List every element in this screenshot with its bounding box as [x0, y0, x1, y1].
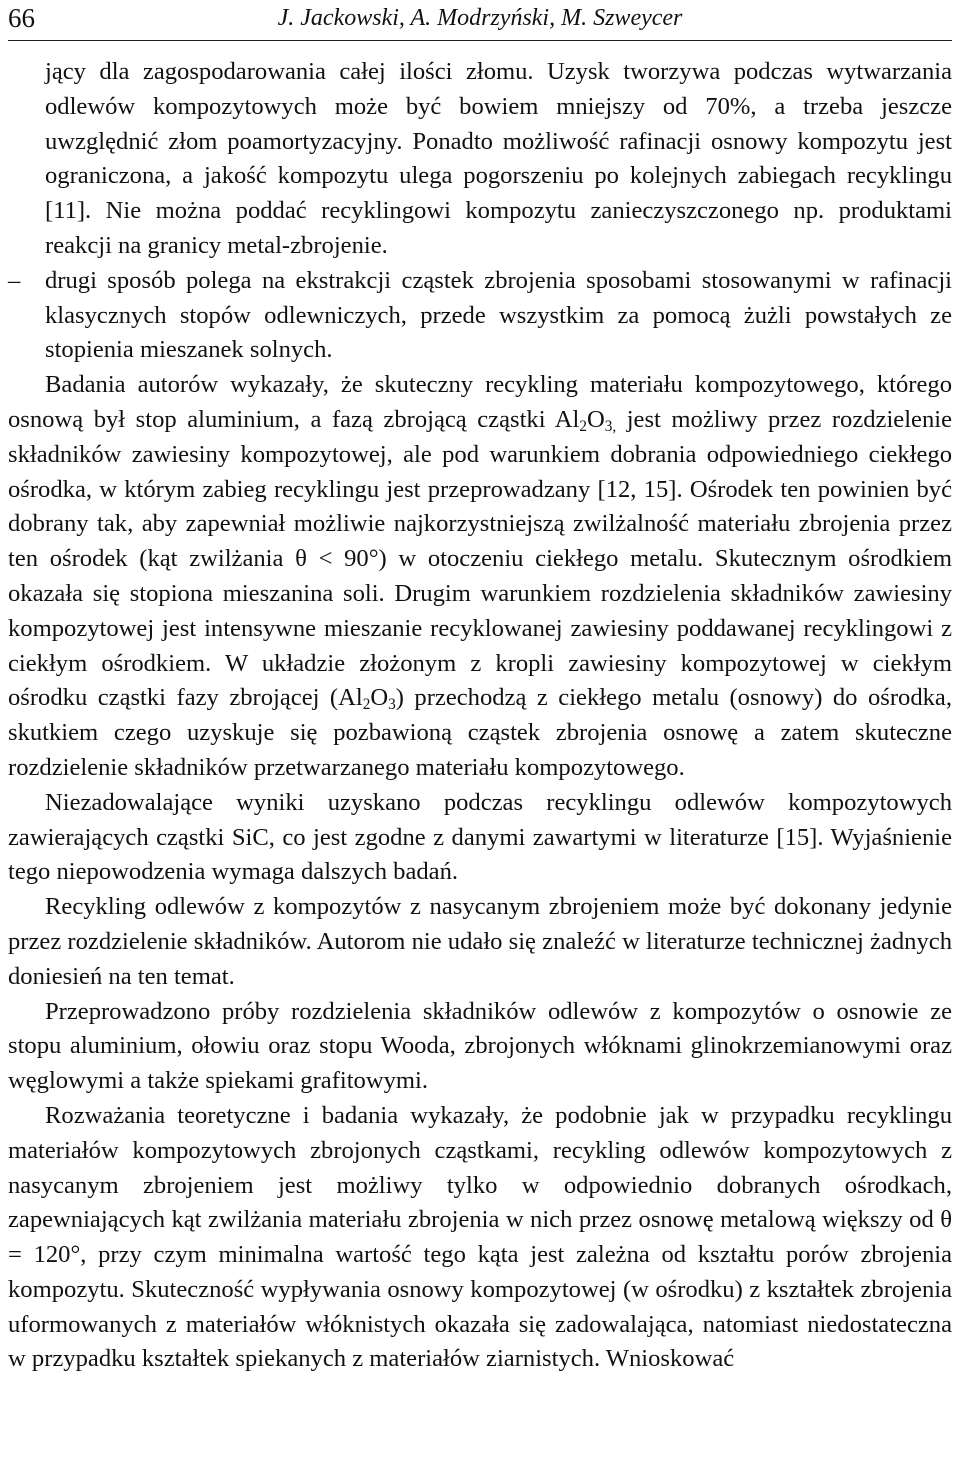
p1-sub-2: 3, [604, 417, 617, 435]
p1-sub-1: 2 [579, 417, 587, 435]
paragraph-5: Rozważania teoretyczne i badania wykazały, że podobnie jak w przypadku recyklingu materiałów kompozytowych zbrojonych cząstkami, recykling odlewów kompozytowych z nasycanym zbrojeniem jest możliwy tylko w odpowiednio dobranych ośrodkach, zapewniających kąt zwilżania materiału zbrojenia w nich przez osnowę metalową większy od θ = 120°, przy czym minimalna wartość tego kąta jest zależna od kształtu porów zbrojenia kompozytu. Skuteczność wypływania osnowy kompozytowej (w ośrodku) z kształtek zbrojenia uformowanych z materiałów włóknistych okazała się zadowalająca, natomiast niedostateczna w przypadku kształtek spiekanych z materiałów ziarnistych. Wnioskować [8, 1101, 952, 1373]
paragraph-2: Niezadowalające wyniki uzyskano podczas recyklingu odlewów kompozytowych zawierających cząstki SiC, co jest zgodne z danymi zawartymi w literaturze [15]. Wyjaśnienie tego niepowodzenia wymaga dalszych badań. [8, 788, 952, 886]
list-item [8, 264, 952, 368]
p1-text-b: O [586, 405, 605, 433]
paragraph-3: Recykling odlewów z kompozytów z nasycanym zbrojeniem może być dokonany jedynie przez rozdzielenie składników. Autorom nie udało się znaleźć w literaturze technicznej żadnych doniesień na ten temat. [8, 893, 952, 990]
paragraph-continuation: jący dla zagospodarowania całej ilości złomu. Uzysk tworzywa podczas wytwarzania odlewów kompozytowych może być bowiem mniejszy od 70%, a trzeba jeszcze uwzględnić złom poamortyzacyjny. Ponadto możliwość rafinacji osnowy kompozytu jest ograniczona, a jakość kompozytu ulega pogorszeniu po kolejnych zabiegach recyklingu [11]. Nie można poddać recyklingowi kompozytu zanieczyszczonego np. produktami reakcji na granicy metal-zbrojenie. [45, 58, 952, 259]
running-title: J. Jackowski, A. Modrzyński, M. Szweycer [277, 5, 683, 31]
p1-text-a: Badania autorów wykazały, że skuteczny recykling materiału kompozytowego, którego osnową był stop aluminium, a fazą zbrojącą cząstki Al [8, 371, 952, 433]
page-number: 66 [8, 3, 35, 33]
p1-text-c: jest możliwy przez rozdzielenie składników zawiesiny kompozytowej, ale pod warunkiem dobrania odpowiedniego ciekłego ośrodka, w którym zabieg recyklingu jest przeprowadzany [12, 15]. Ośrodek ten powinien być dobrany tak, aby zapewniał możliwie najkorzystniejszą zwilżalność materiału zbrojenia przez ten ośrodek (kąt zwilżania θ < 90°) w otoczeniu ciekłego metalu. Skutecznym ośrodkiem okazała się stopiona mieszanina soli. Drugim warunkiem rozdzielenia składników zawiesiny kompozytowej jest intensywne mieszanie recyklowanej zawiesiny poddawanej recyklingowi z ciekłym ośrodkiem. W układzie złożonym z kropli zawiesiny kompozytowej w ciekłym ośrodku cząstki fazy zbrojącej (Al [8, 405, 952, 712]
paragraph-1 [8, 368, 952, 786]
list-item-text: drugi sposób polega na ekstrakcji cząstek zbrojenia sposobami stosowanymi w rafinacji klasycznych stopów odlewniczych, przede wszystkim za pomocą żużli powstałych ze stopienia mieszanek solnych. [45, 266, 952, 364]
paragraph-4: Przeprowadzono próby rozdzielenia składników odlewów z kompozytów o osnowie ze stopu aluminium, ołowiu oraz stopu Wooda, zbrojonych włóknami glinokrzemianowymi oraz węglowymi a także spiekami grafitowymi. [8, 997, 952, 1095]
p1-text-e: ) przechodzą z ciekłego metalu (osnowy) do ośrodka, skutkiem czego uzyskuje się pozbawioną cząstek zbrojenia osnowę a zatem skuteczne rozdzielenie składników przetwarzanego materiału kompozytowego. [8, 684, 952, 781]
body-text [8, 55, 952, 1377]
list-dash: – [8, 266, 21, 294]
page-header [8, 0, 952, 41]
p1-sub-4: 3 [388, 696, 396, 714]
p1-sub-3: 2 [362, 696, 371, 714]
p1-text-d: O [370, 684, 389, 712]
